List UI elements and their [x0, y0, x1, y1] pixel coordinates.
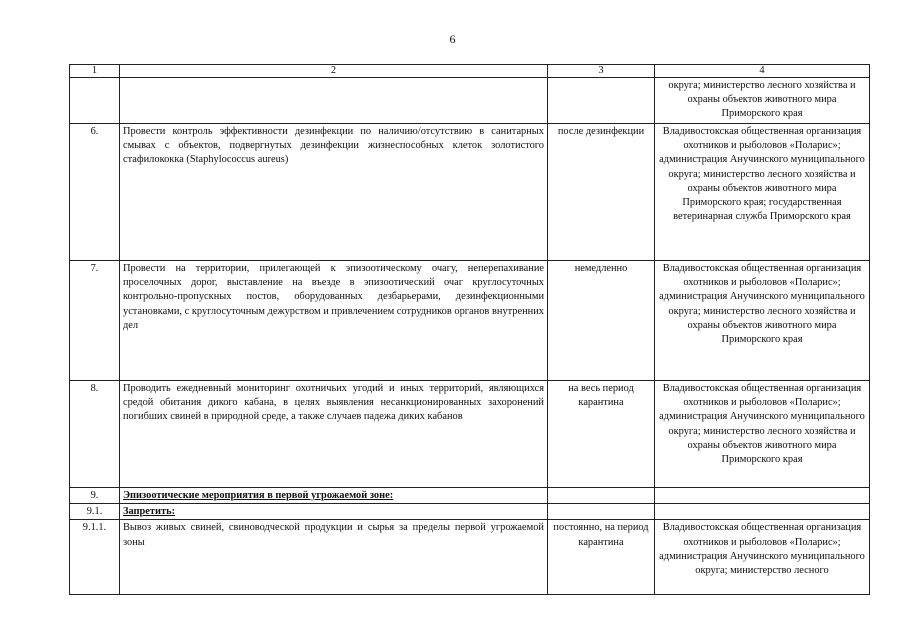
table-row	[70, 261, 870, 381]
header-cell-4: 4	[655, 65, 870, 78]
page-number: 6	[449, 32, 456, 46]
measures-table	[69, 64, 870, 595]
row-number: 9.1.	[70, 504, 120, 520]
table-row	[70, 504, 870, 520]
row-term: немедленно	[548, 261, 655, 381]
row-responsible	[655, 488, 870, 504]
row-responsible: Владивостокская общественная организация охотников и рыболовов «Поларис»; администрация Анучинского муниципального округа; министерство лесного хозяйства и охраны объектов животного мира Приморского края	[655, 261, 870, 381]
row-responsible	[655, 504, 870, 520]
header-cell-2: 2	[120, 65, 548, 78]
row-number: 7.	[70, 261, 120, 381]
table-row	[70, 520, 870, 595]
row-responsible: Владивостокская общественная организация охотников и рыболовов «Поларис»; администрация Анучинского муниципального округа; министерство лесного хозяйства и охраны объектов животного мира Приморского края; государственная ветеринарная служба Приморского края	[655, 124, 870, 261]
subsection-heading: Запретить:	[120, 504, 548, 520]
table-row	[70, 488, 870, 504]
row-number: 6.	[70, 124, 120, 261]
row-term	[548, 78, 655, 124]
table-row	[70, 78, 870, 124]
table-row	[70, 124, 870, 261]
section-heading: Эпизоотические мероприятия в первой угрожаемой зоне:	[120, 488, 548, 504]
row-term	[548, 488, 655, 504]
row-responsible: Владивостокская общественная организация охотников и рыболовов «Поларис»; администрация Анучинского муниципального округа; министерство лесного	[655, 520, 870, 595]
row-term: на весь период карантина	[548, 381, 655, 488]
row-action: Провести на территории, прилегающей к эпизоотическому очагу, неперепахивание проселочных дорог, выставление на въезде в эпизоотический очаг круглосуточных контрольно-пропускных постов, оборудованных дезбарьерами, дезинфекционными установками, с круглосуточным дежурством и привлечением сотрудников органов внутренних дел	[120, 261, 548, 381]
row-term: постоянно, на период карантина	[548, 520, 655, 595]
table-row	[70, 381, 870, 488]
row-action	[120, 78, 548, 124]
row-responsible: Владивостокская общественная организация охотников и рыболовов «Поларис»; администрация Анучинского муниципального округа; министерство лесного хозяйства и охраны объектов животного мира Приморского края	[655, 381, 870, 488]
header-cell-3: 3	[548, 65, 655, 78]
row-number	[70, 78, 120, 124]
row-number: 9.1.1.	[70, 520, 120, 595]
row-action: Вывоз живых свиней, свиноводческой продукции и сырья за пределы первой угрожаемой зоны	[120, 520, 548, 595]
header-cell-1: 1	[70, 65, 120, 78]
row-number: 8.	[70, 381, 120, 488]
row-term: после дезинфекции	[548, 124, 655, 261]
row-number: 9.	[70, 488, 120, 504]
row-action: Проводить ежедневный мониторинг охотничьих угодий и иных территорий, являющихся средой обитания дикого кабана, в целях выявления несанкционированных захоронений погибших свиней в природной среде, а также случаев падежа диких кабанов	[120, 381, 548, 488]
row-action: Провести контроль эффективности дезинфекции по наличию/отсутствию в санитарных смывах с объектов, подвергнутых дезинфекции жизнеспособных клеток золотистого стафилококка (Staphylococcus aureus)	[120, 124, 548, 261]
row-responsible: округа; министерство лесного хозяйства и охраны объектов животного мира Приморского края	[655, 78, 870, 124]
row-term	[548, 504, 655, 520]
table-header-row	[70, 65, 870, 78]
